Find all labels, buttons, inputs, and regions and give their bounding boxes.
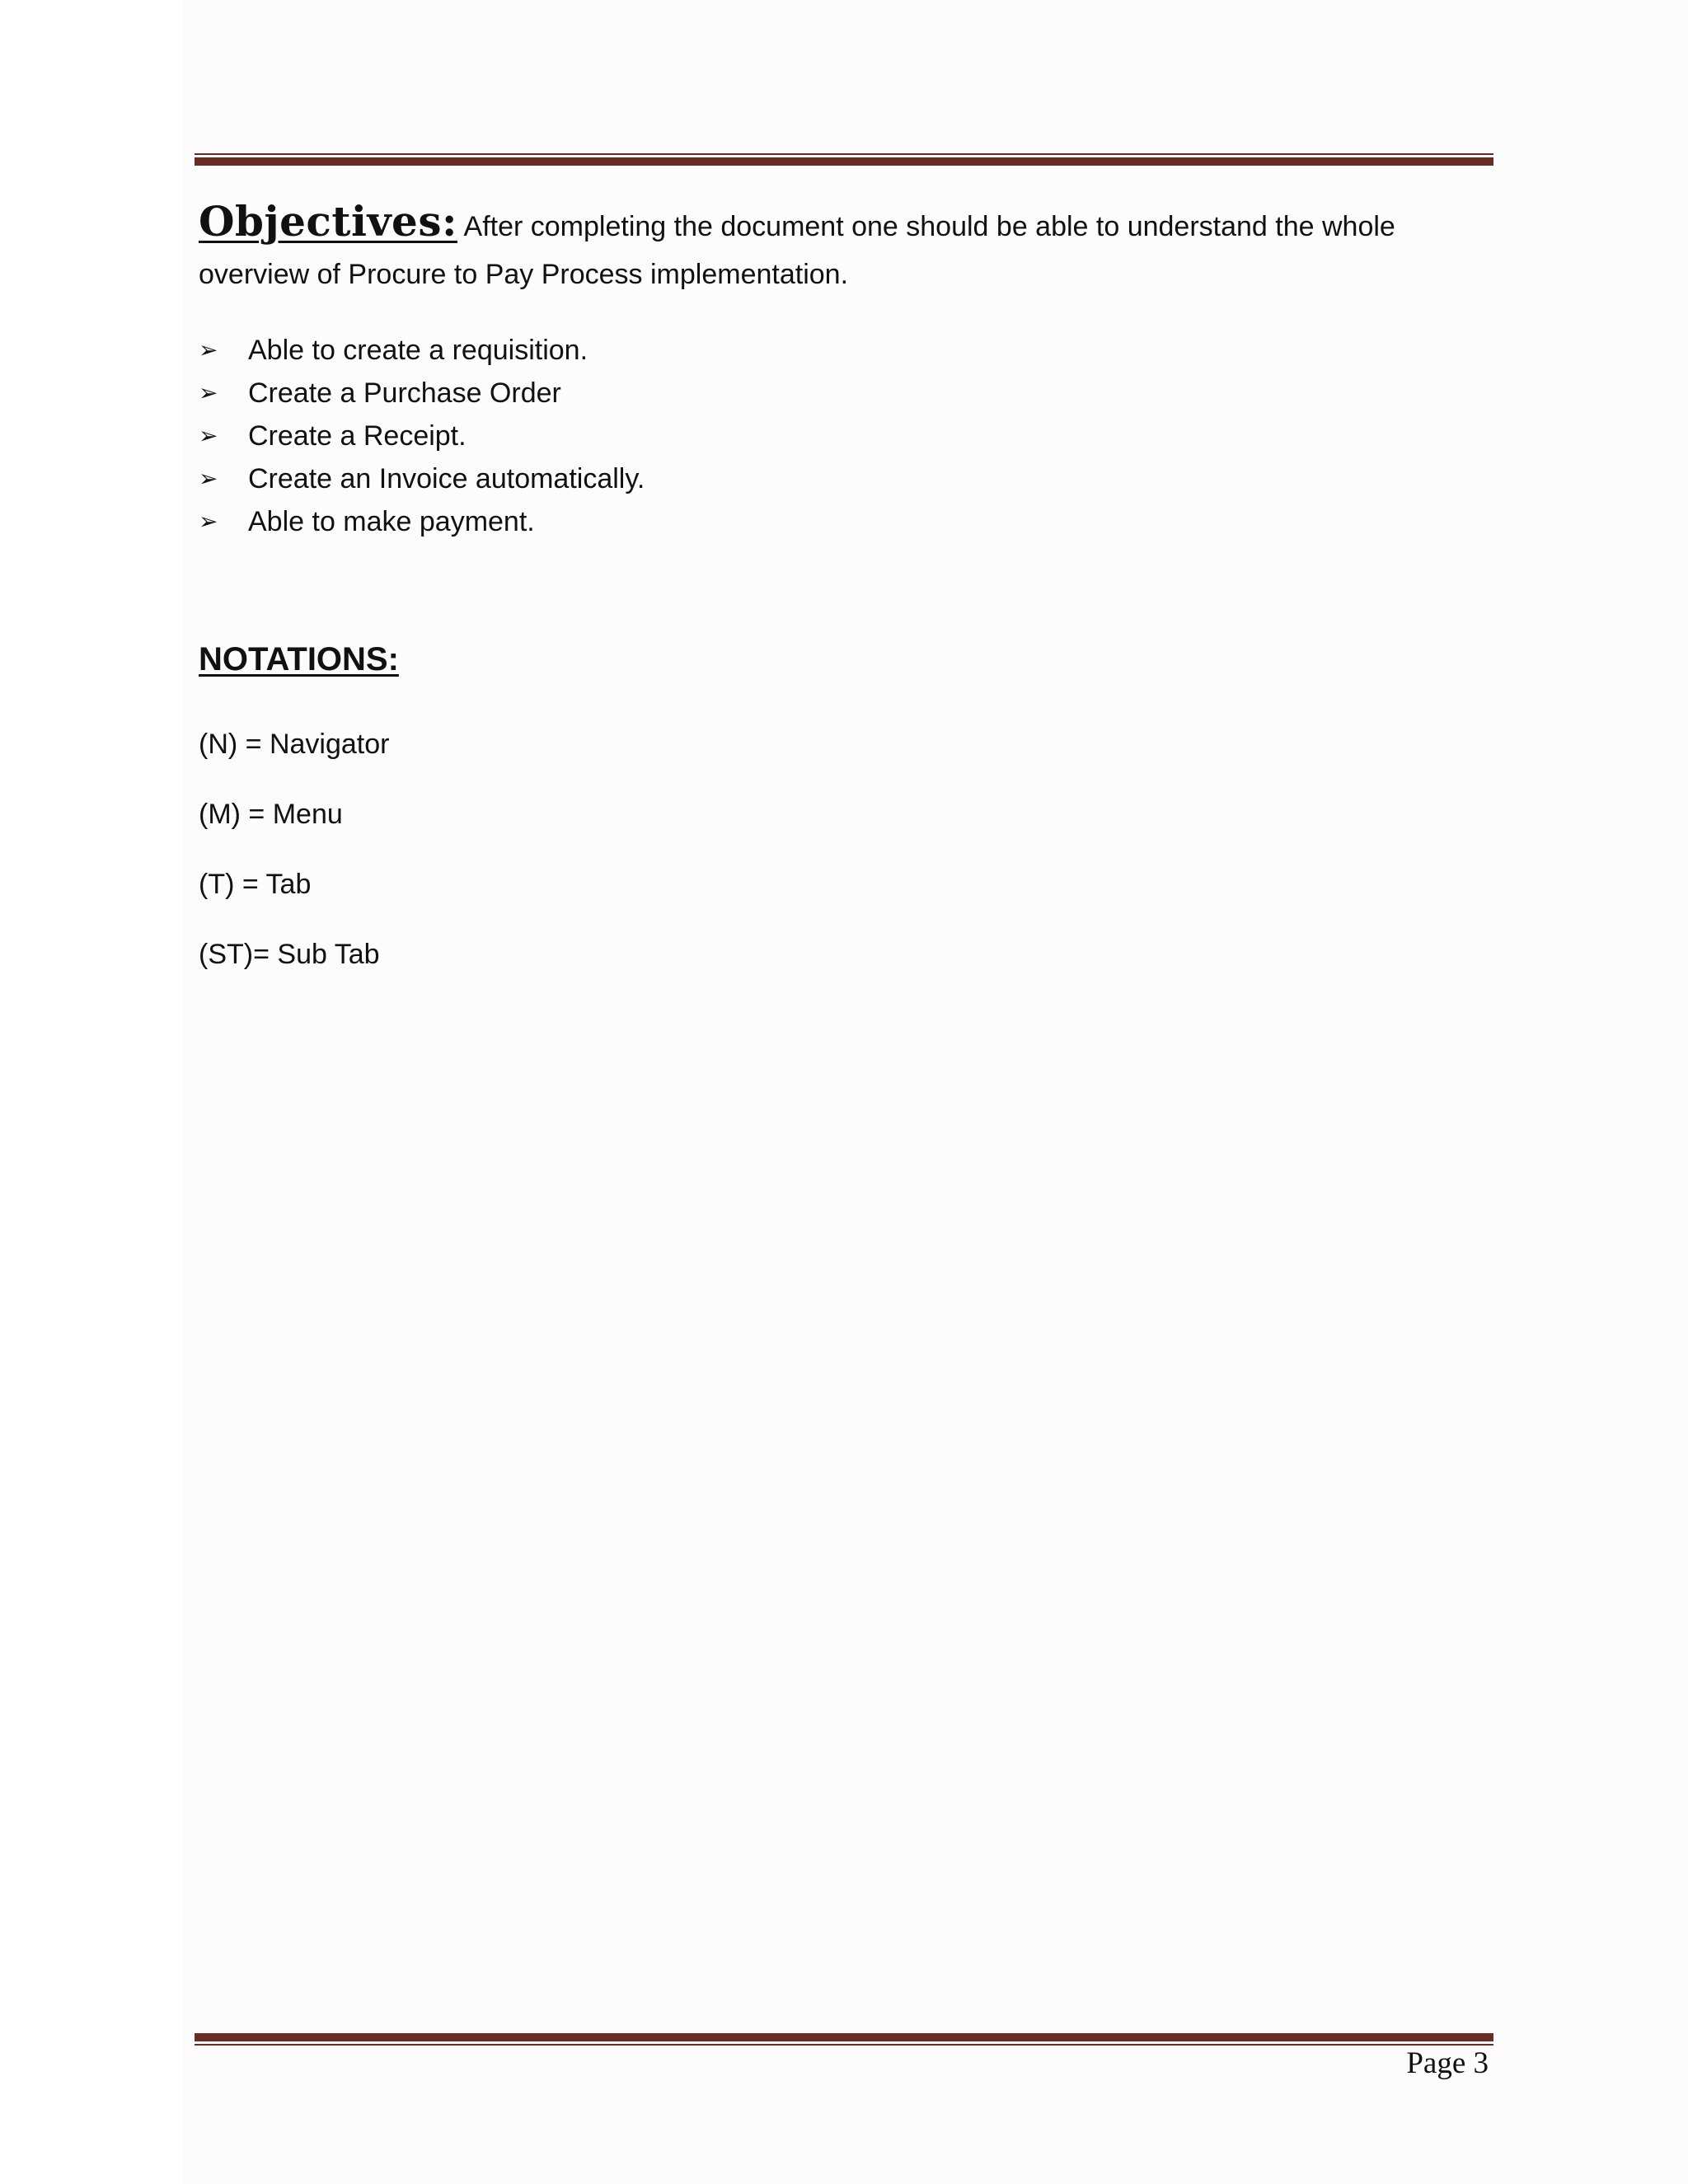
arrowhead-bullet-icon: ➢ — [199, 379, 218, 406]
objectives-paragraph — [199, 198, 1484, 298]
notations-list — [199, 722, 389, 1002]
arrowhead-bullet-icon: ➢ — [199, 465, 218, 492]
arrowhead-bullet-icon: ➢ — [199, 508, 218, 535]
notations-heading: NOTATIONS: — [199, 641, 399, 677]
arrowhead-bullet-icon: ➢ — [199, 336, 218, 363]
page-number: Page 3 — [1406, 2046, 1489, 2080]
list-item — [199, 329, 645, 372]
list-item-text: Create an Invoice automatically. — [248, 463, 645, 494]
objectives-intro: After completing the document one should be able to understand the whole overview of Procure to Pay Process implementation. — [199, 211, 1395, 290]
page-background — [183, 0, 1688, 2184]
list-item-text: Able to make payment. — [248, 506, 535, 537]
header-rule — [195, 153, 1493, 166]
objectives-list — [199, 329, 645, 543]
arrowhead-bullet-icon: ➢ — [199, 422, 218, 449]
notation-item: (T) = Tab — [199, 869, 312, 900]
list-item-text: Create a Receipt. — [248, 420, 467, 452]
notation-item: (M) = Menu — [199, 799, 343, 830]
objectives-heading: Objectives: — [199, 197, 457, 246]
list-item — [199, 372, 645, 415]
list-item-text: Able to create a requisition. — [248, 335, 588, 366]
notation-item: (N) = Navigator — [199, 729, 390, 760]
list-item-text: Create a Purchase Order — [248, 377, 561, 409]
list-item — [199, 457, 645, 500]
list-item — [199, 500, 645, 543]
footer-rule — [195, 2033, 1493, 2046]
list-item — [199, 415, 645, 457]
notation-item: (ST)= Sub Tab — [199, 939, 380, 970]
